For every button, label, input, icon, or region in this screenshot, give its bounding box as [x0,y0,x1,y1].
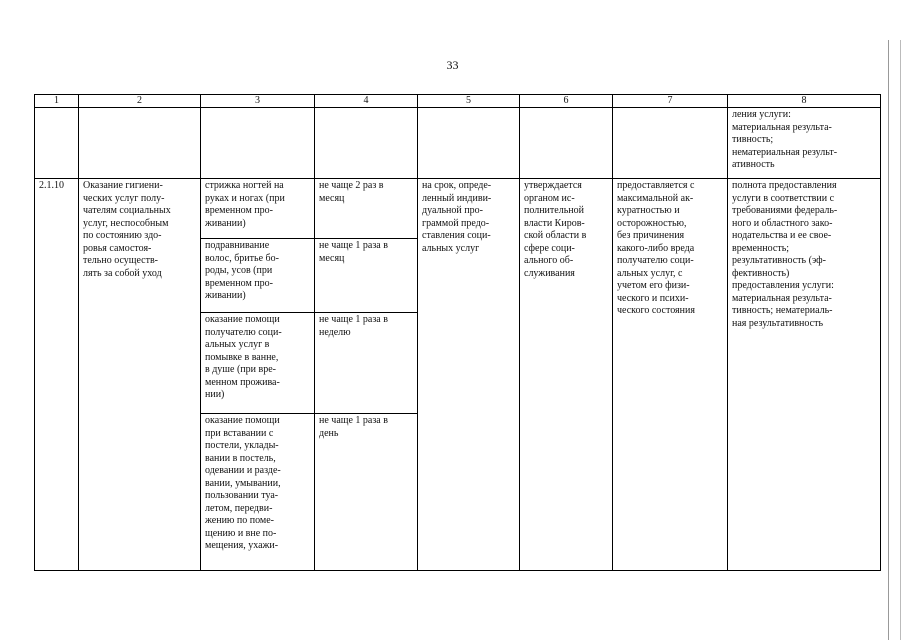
header-cell: 3 [201,95,315,108]
header-cell: 4 [315,95,418,108]
scan-edge-line [888,40,889,640]
service-row [35,179,881,239]
empty-cell [315,108,418,179]
service-item-content: подравнивание волос, бритье бо- роды, усов (при временном про- живании) [201,239,315,313]
header-cell: 7 [613,95,728,108]
empty-cell [35,108,79,179]
service-item-content: оказание помощи получателю соци- альных услуг в помывке в ванне, в душе (при вре- менном прожива- нии) [201,313,315,414]
scan-edge-line [900,40,901,640]
empty-cell [201,108,315,179]
header-row [35,95,881,108]
service-item-content: оказание помощи при вставании с постели, уклады- вании в постель, одевании и разде- вании, умывании, пользовании туа- летом, передви- жению по поме- щению и вне по- мещения, ухажи- [201,414,315,571]
empty-cell [613,108,728,179]
header-cell: 5 [418,95,520,108]
header-cell: 1 [35,95,79,108]
service-quality-criteria: полнота предоставления услуги в соответствии с требованиями федераль- ного и областного зако- нодательства и ее свое- временность; результативность (эф- фективность) предоставления услуги: материальная результа- тивность; нематериаль- ная результативность [728,179,881,571]
service-item-frequency: не чаще 1 раза в день [315,414,418,571]
quality-criteria-continuation: ления услуги: материальная результа- тивность; нематериальная результ- ативность [728,108,881,179]
header-cell: 2 [79,95,201,108]
empty-cell [79,108,201,179]
page-number: 33 [446,58,459,72]
service-tariff: утверждается органом ис- полнительной власти Киров- ской области в сфере соци- ального об- служивания [520,179,613,571]
continuation-row [35,108,881,179]
service-item-frequency: не чаще 2 раз в месяц [315,179,418,239]
header-cell: 8 [728,95,881,108]
service-item-content: стрижка ногтей на руках и ногах (при временном про- живании) [201,179,315,239]
empty-cell [418,108,520,179]
service-conditions: предоставляется с максимальной ак- куратностью и осторожностью, без причинения какого-либо вреда получателю соци- альных услуг, с учетом его физи- ческого и психи- ческого состояния [613,179,728,571]
service-name: Оказание гигиени- ческих услуг полу- чателям социальных услуг, неспособным по состоянию здо- ровья самостоя- тельно осуществ- лять за собой уход [79,179,201,571]
service-term: на срок, опреде- ленный индиви- дуальной про- граммой предо- ставления соци- альных услуг [418,179,520,571]
header-cell: 6 [520,95,613,108]
empty-cell [520,108,613,179]
services-table [34,94,881,571]
service-item-frequency: не чаще 1 раза в месяц [315,239,418,313]
service-item-frequency: не чаще 1 раза в неделю [315,313,418,414]
service-number: 2.1.10 [35,179,79,571]
